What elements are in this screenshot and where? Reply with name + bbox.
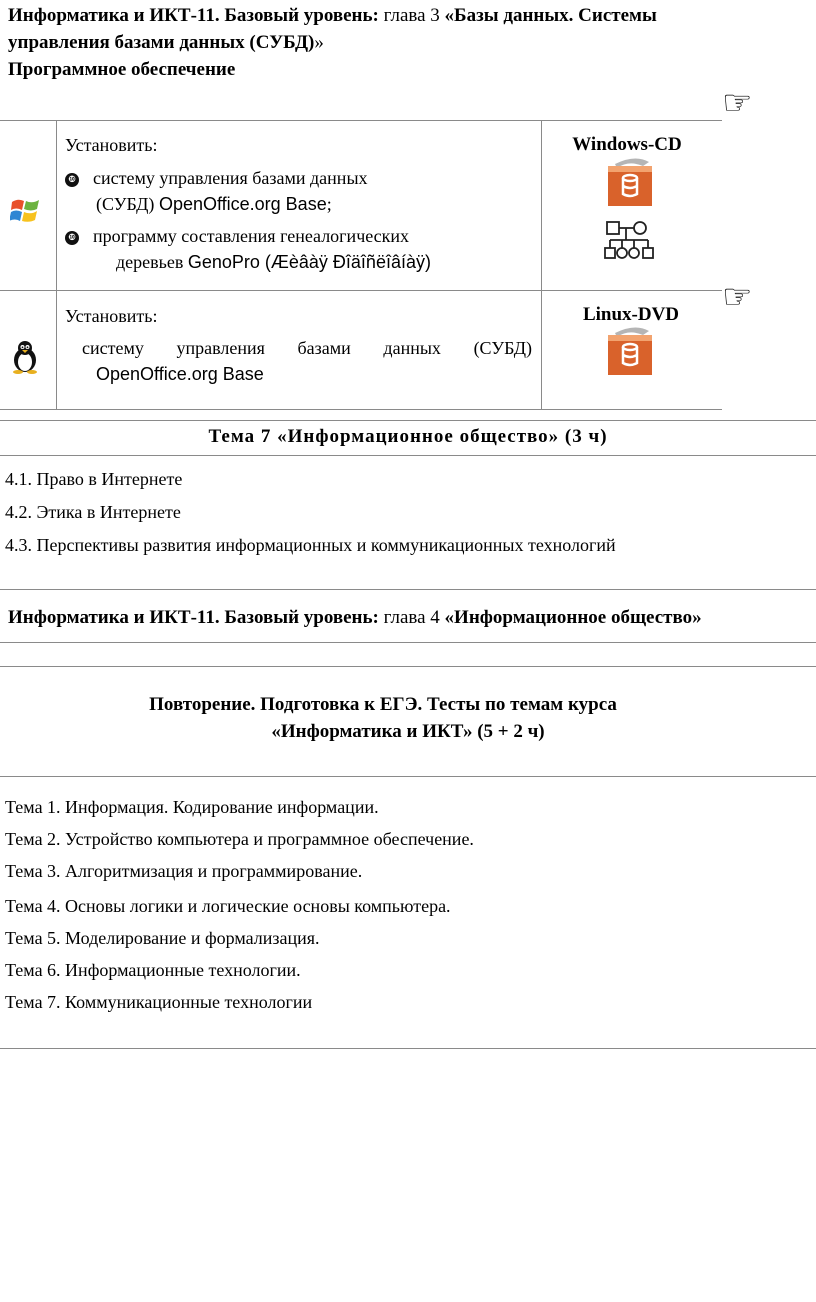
- list-item: Тема 4. Основы логики и логические основы компьютера.: [5, 896, 451, 916]
- openoffice-base-icon: [605, 156, 655, 208]
- pointing-hand-icon: ☞: [722, 277, 753, 317]
- table-border-bottom: [0, 409, 722, 410]
- list-item: Тема 7. Коммуникационные технологии: [5, 992, 313, 1012]
- linux-dvd-label: Linux-DVD: [582, 304, 680, 325]
- table-col-divider-2: [541, 120, 542, 410]
- bullet-icon: ❿: [65, 231, 79, 245]
- heading-line-1: Информатика и ИКТ-11. Базовый уровень: глава 3 «Базы данных. Системы: [8, 5, 657, 26]
- divider: [0, 666, 816, 667]
- list-item: Тема 6. Информационные технологии.: [5, 960, 301, 980]
- divider: [0, 642, 816, 643]
- topic7-title: Тема 7 «Информационное общество» (3 ч): [208, 426, 608, 447]
- genopro-tree-icon: [603, 220, 657, 262]
- chapter4-heading: Информатика и ИКТ-11. Базовый уровень: глава 4 «Информационное общество»: [8, 607, 702, 628]
- heading-line-3: Программное обеспечение: [8, 59, 236, 80]
- list-item: 4.2. Этика в Интернете: [5, 502, 181, 522]
- windows-cd-label: Windows-CD: [572, 134, 682, 155]
- list-item: Тема 5. Моделирование и формализация.: [5, 928, 320, 948]
- openoffice-base-icon: [605, 325, 655, 377]
- windows-logo-icon: [10, 196, 42, 226]
- table-row-divider: [0, 290, 722, 291]
- list-item: 4.3. Перспективы развития информационных и коммуникационных технологий: [5, 535, 616, 555]
- review-title: Повторение. Подготовка к ЕГЭ. Тесты по темам курса «Информатика и ИКТ» (5 + 2 ч): [149, 694, 617, 742]
- table-border-top: [0, 120, 722, 121]
- windows-install-label: Установить:: [65, 135, 158, 155]
- divider: [0, 589, 816, 590]
- divider: [0, 776, 816, 777]
- divider: [0, 455, 816, 456]
- pointing-hand-icon: ☞: [722, 83, 753, 123]
- bullet-icon: ❿: [65, 173, 79, 187]
- chapter3-heading: [8, 2, 808, 83]
- divider: [0, 1048, 816, 1049]
- list-item: Тема 2. Устройство компьютера и программное обеспечение.: [5, 829, 474, 849]
- software-table: [0, 120, 722, 410]
- windows-item-genopro: ❿ программу составления генеалогических деревьев GenoPro (Æèâàÿ Ðîäîñëîâíàÿ): [65, 223, 535, 275]
- divider: [0, 420, 816, 421]
- table-col-divider-1: [56, 120, 57, 410]
- tux-penguin-icon: [10, 340, 40, 374]
- linux-item-dbms: систему управления базами данных (СУБД) OpenOffice.org Base: [82, 338, 532, 384]
- list-item: Тема 3. Алгоритмизация и программирование.: [5, 861, 363, 881]
- windows-item-dbms: ❿ систему управления базами данных (СУБД) OpenOffice.org Base;: [65, 165, 535, 217]
- heading-line-2: управления базами данных (СУБД)»: [8, 32, 324, 53]
- linux-install-label: Установить:: [65, 306, 158, 326]
- list-item: 4.1. Право в Интернете: [5, 469, 183, 489]
- list-item: Тема 1. Информация. Кодирование информации.: [5, 797, 379, 817]
